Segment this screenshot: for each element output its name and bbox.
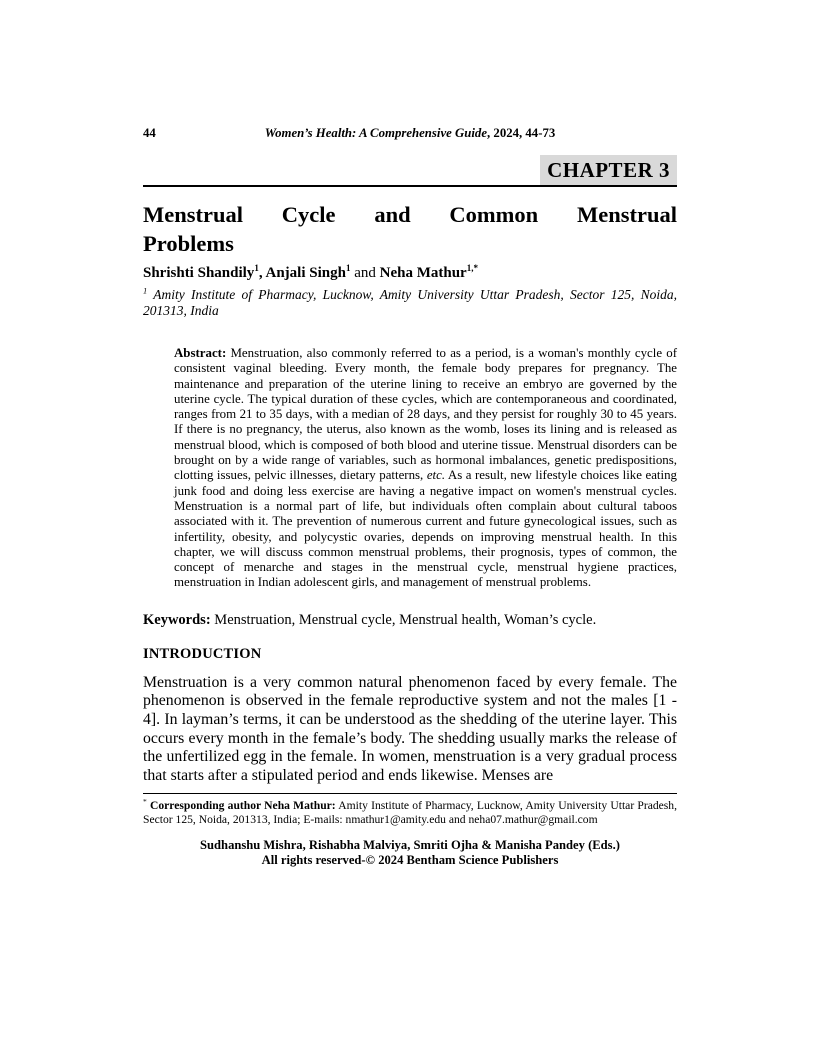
page-number: 44 <box>143 126 156 140</box>
corresponding-author-footnote <box>143 793 677 827</box>
running-title <box>265 126 556 140</box>
running-title-book: Women’s Health: A Comprehensive Guide <box>264 126 488 140</box>
author-separator: , <box>258 265 266 281</box>
running-head <box>143 126 677 143</box>
publisher-credits <box>143 838 677 869</box>
keywords-label: Keywords: <box>143 611 211 628</box>
author-name-1: Shrishti Shandily <box>143 265 255 281</box>
chapter-title <box>143 200 677 258</box>
keywords-text: Menstruation, Menstrual cycle, Menstrual health, Woman’s cycle. <box>210 611 597 628</box>
author-name-2: Anjali Singh <box>265 265 346 281</box>
footnote-label: Corresponding author Neha Mathur: <box>146 799 336 813</box>
author-2-affiliation-mark: 1 <box>345 263 351 273</box>
author-conjunction: and <box>350 265 380 281</box>
author-name-3: Neha Mathur <box>379 265 467 281</box>
chapter-badge: CHAPTER 3 <box>540 155 677 185</box>
author-1-affiliation-mark: 1 <box>254 263 259 273</box>
abstract-label: Abstract: <box>174 346 227 360</box>
running-title-volume: , 2024, 44-73 <box>487 126 556 140</box>
copyright-line: All rights reserved-© 2024 Bentham Science Publishers <box>261 853 559 868</box>
footnote-marker: * <box>143 797 147 807</box>
authors-line <box>143 265 677 282</box>
chapter-rule <box>143 155 677 187</box>
affiliation-mark: 1 <box>143 285 148 296</box>
abstract-text-2: As a result, new lifestyle choices like eating junk food and doing less exercise are having a negative impact on women's menstrual cycles. Menstruation is a normal part of life, but individuals often complain about cultural taboos associated with it. The prevention of numerous current and future gynecological issues, such as infertility, obesity, and polycystic ovaries, depends on improving menstrual health. In this chapter, we will discuss common menstrual problems, their prognosis, types of common, the concept of menarche and stages in the menstrual cycle, menstrual hygiene practices, menstruation in Indian adolescent girls, and management of menstrual problems. <box>174 468 677 590</box>
editors-line: Sudhanshu Mishra, Rishabha Malviya, Smriti Ojha & Manisha Pandey (Eds.) <box>200 837 620 852</box>
abstract-paragraph <box>174 346 677 591</box>
keywords-line <box>143 612 677 629</box>
abstract-etc-italic: etc. <box>426 468 446 483</box>
footnote-text: Amity Institute of Pharmacy, Lucknow, Amity University Uttar Pradesh, Sector 125, Noida, 201313, India; E-mails: nmathur1@amity.edu and neha07.mathur@gmail.com <box>143 799 678 827</box>
introduction-paragraph: Menstruation is a very common natural phenomenon faced by every female. The phenomenon is observed in the female reproductive system and not the males [1 - 4]. In layman’s terms, it can be understood as the shedding of the uterine layer. This occurs every month in the female’s body. The shedding usually marks the release of the unfertilized egg in the female. In women, menstruation is a very gradual process that starts after a stipulated period and ends likewise. Menses are <box>143 673 677 784</box>
affiliation-line <box>143 287 677 319</box>
chapter-title-line1: Menstrual Cycle and Common Menstrual <box>143 202 677 227</box>
affiliation-text: Amity Institute of Pharmacy, Lucknow, Amity University Uttar Pradesh, Sector 125, Noida, 201313, India <box>143 287 677 318</box>
abstract-text-1: Menstruation, also commonly referred to as a period, is a woman's monthly cycle of consistent vaginal bleeding. Every month, the female body prepares for pregnancy. The maintenance and preparation of the uterine lining to receive an embryo are governed by the uterine cycle. The typical duration of these cycles, which are contemporaneous and coordinated, ranges from 21 to 35 days, with a median of 28 days, and they persist for roughly 30 to 45 years. If there is no pregnancy, the uterus, also known as the womb, loses its lining and is released as menstrual blood, which is composed of both blood and uterine tissue. Menstrual disorders can be brought on by a wide range of variables, such as hormonal imbalances, genetic predispositions, clotting issues, pelvic illnesses, dietary patterns, <box>174 346 677 483</box>
introduction-heading: INTRODUCTION <box>143 645 262 662</box>
chapter-title-line2: Problems <box>143 231 234 256</box>
author-3-affiliation-mark: 1,* <box>466 263 478 273</box>
